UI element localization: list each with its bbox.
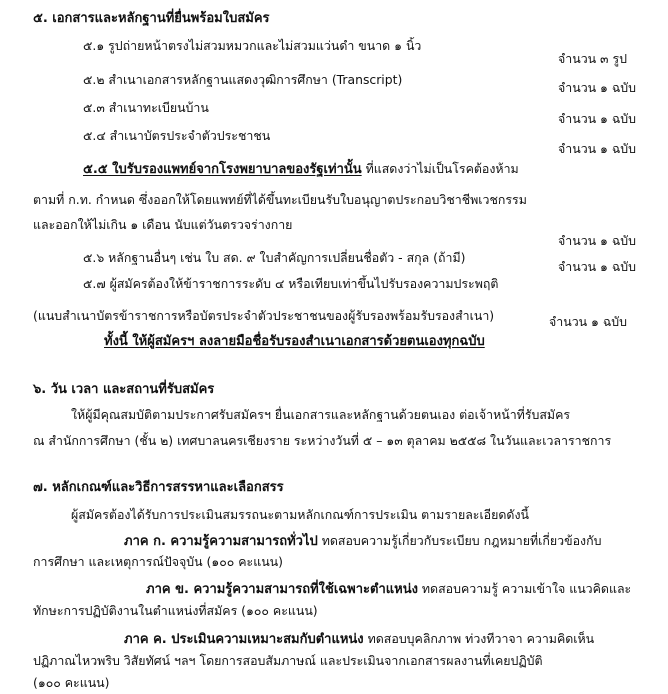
part-b-title: ภาค ข. ความรู้ความสามารถที่ใช้เฉพาะตำแหน่ง [146, 582, 418, 597]
part-c-line-2: ปฏิภาณไหวพริบ วิสัยทัศน์ ฯลฯ โดยการสอบสัมภาษณ์ และประเมินจากเอกสารผลงานที่เคยปฏิบัติ [33, 653, 543, 668]
part-b-text: ทดสอบความรู้ ความเข้าใจ แนวคิดและ [417, 581, 632, 596]
part-a-text: ทดสอบความรู้เกี่ยวกับระเบียบ กฎหมายที่เกี่ยวข้องกับ [317, 533, 602, 548]
item-5-7-amount: จำนวน ๑ ฉบับ [549, 314, 628, 329]
item-5-2: ๕.๒ สำเนาเอกสารหลักฐานแสดงวุฒิการศึกษา (Transcript) [83, 72, 403, 87]
item-5-3-amount: จำนวน ๑ ฉบับ [558, 111, 637, 126]
section-7-intro: ผู้สมัครต้องได้รับการประเมินสมรรถนะตามหลักเกณฑ์การประเมิน ตามรายละเอียดดังนี้ [71, 507, 529, 522]
section-6-heading: ๖. วัน เวลา และสถานที่รับสมัคร [33, 382, 215, 397]
part-c-line-3: (๑๐๐ คะแนน) [33, 675, 110, 690]
item-5-3: ๕.๓ สำเนาทะเบียนบ้าน [83, 100, 209, 115]
item-5-6-amount: จำนวน ๑ ฉบับ [558, 259, 637, 274]
signature-note: ทั้งนี้ ให้ผู้สมัครฯ ลงลายมือชื่อรับรองสำเนาเอกสารด้วยตนเองทุกฉบับ [104, 334, 485, 349]
part-a [124, 532, 601, 551]
item-5-4: ๕.๔ สำเนาบัตรประจำตัวประชาชน [83, 128, 271, 143]
item-5-5-amount: จำนวน ๑ ฉบับ [558, 233, 637, 248]
section-6-line-1: ให้ผู้มีคุณสมบัติตามประกาศรับสมัครฯ ยื่นเอกสารและหลักฐานด้วยตนเอง ต่อเจ้าหน้าที่รับสมัคร [71, 407, 571, 422]
item-5-5-line-3: และออกให้ไม่เกิน ๑ เดือน นับแต่วันตรวจร่างกาย [33, 217, 293, 232]
part-b [146, 580, 631, 599]
section-7-heading: ๗. หลักเกณฑ์และวิธีการสรรหาและเลือกสรร [33, 480, 284, 495]
item-5-1: ๕.๑ รูปถ่ายหน้าตรงไม่สวมหมวกและไม่สวมแว่นดำ ขนาด ๑ นิ้ว [83, 38, 422, 53]
item-5-5-line-2: ตามที่ ก.ท. กำหนด ซึ่งออกให้โดยแพทย์ที่ได้ขึ้นทะเบียนรับใบอนุญาตประกอบวิชาชีพเวชกรรม [33, 192, 527, 207]
item-5-1-amount: จำนวน ๓ รูป [558, 51, 627, 66]
part-c-title: ภาค ค. ประเมินความเหมาะสมกับตำแหน่ง [124, 632, 364, 647]
part-c-text: ทดสอบบุคลิกภาพ ท่วงทีวาจา ความคิดเห็น [363, 631, 595, 646]
item-5-5 [83, 160, 519, 179]
item-5-4-amount: จำนวน ๑ ฉบับ [558, 141, 637, 156]
part-b-line-2: ทักษะการปฏิบัติงานในตำแหน่งที่สมัคร (๑๐๐ คะแนน) [33, 603, 318, 618]
part-c [124, 630, 594, 649]
item-5-6: ๕.๖ หลักฐานอื่นๆ เช่น ใบ สด. ๙ ใบสำคัญการเปลี่ยนชื่อตัว - สกุล (ถ้ามี) [83, 250, 466, 265]
item-5-7-line-2: (แนบสำเนาบัตรข้าราชการหรือบัตรประจำตัวประชาชนของผู้รับรองพร้อมรับรองสำเนา) [33, 308, 495, 323]
item-5-5-text: ที่แสดงว่าไม่เป็นโรคต้องห้าม [361, 161, 519, 176]
section-6-line-2: ณ สำนักการศึกษา (ชั้น ๒) เทศบาลนครเชียงราย ระหว่างวันที่ ๕ – ๑๓ ตุลาคม ๒๕๕๘ ในวันและเวลาราชการ [33, 433, 612, 448]
section-5-heading: ๕. เอกสารและหลักฐานที่ยื่นพร้อมใบสมัคร [33, 11, 270, 26]
item-5-2-amount: จำนวน ๑ ฉบับ [558, 80, 637, 95]
item-5-7: ๕.๗ ผู้สมัครต้องให้ข้าราชการระดับ ๔ หรือเทียบเท่าขึ้นไปรับรองความประพฤติ [83, 276, 499, 291]
part-a-title: ภาค ก. ความรู้ความสามารถทั่วไป [124, 534, 318, 549]
item-5-5-emphasis: ๕.๕ ใบรับรองแพทย์จากโรงพยาบาลของรัฐเท่านั้น [83, 162, 362, 177]
part-a-line-2: การศึกษา และเหตุการณ์ปัจจุบัน (๑๐๐ คะแนน) [33, 554, 283, 569]
